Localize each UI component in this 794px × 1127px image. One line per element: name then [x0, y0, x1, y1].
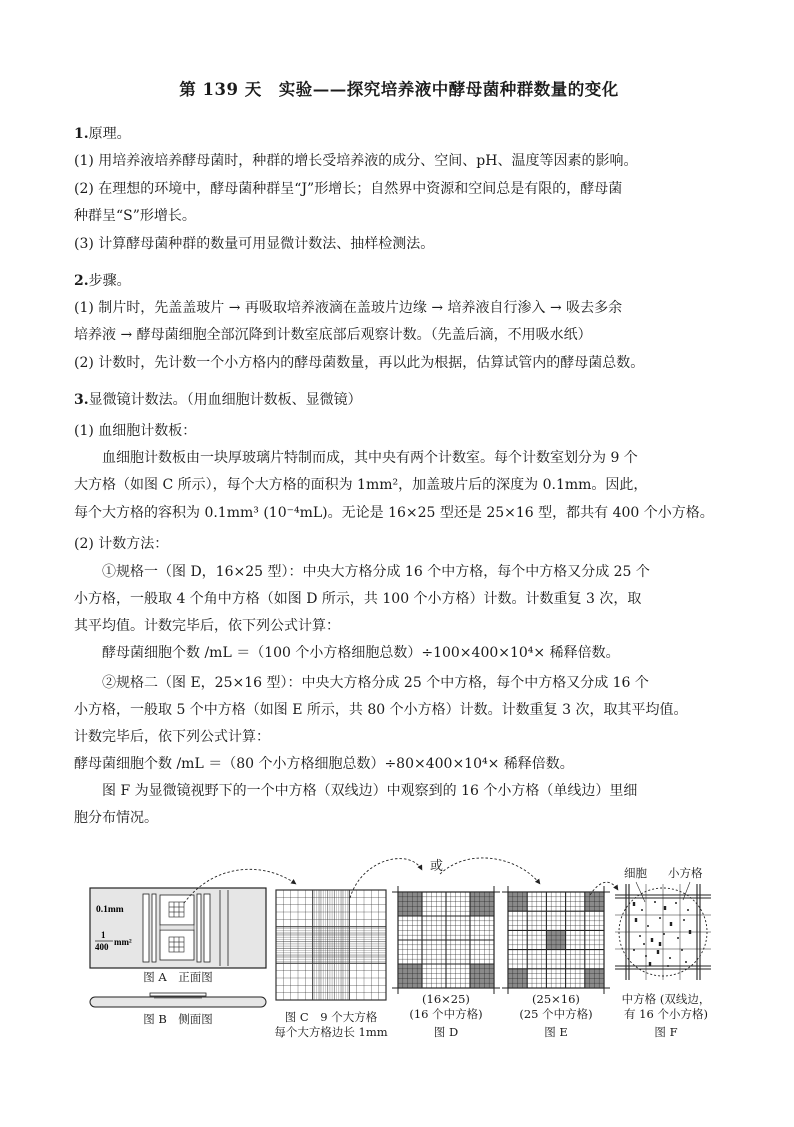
figure-b-caption: 图 B 侧面图 — [143, 1012, 213, 1026]
section-3-heading: 3.显微镜计数法。（用血细胞计数板、显微镜） — [74, 392, 362, 408]
figure-d-caption-1: (16×25) — [422, 992, 470, 1006]
section-1-p2a: (2) 在理想的环境中，酵母菌种群呈“J”形增长；自然界中资源和空间总是有限的，酵母菌 — [74, 181, 623, 197]
section-2-heading: 2.步骤。 — [74, 273, 131, 289]
figure-c-caption-2: 每个大方格边长 1mm — [274, 1025, 388, 1039]
figure-d-16x25-grid — [392, 886, 500, 994]
svg-text:0.1mm: 0.1mm — [96, 905, 124, 915]
figure-d-caption-2: (16 个中方格) — [409, 1007, 483, 1021]
figure-f-middle-square — [615, 882, 711, 980]
figure-strip — [0, 840, 794, 1123]
figure-f-caption-2: 有 16 个小方格) — [624, 1007, 708, 1021]
figure-d-caption-3: 图 D — [433, 1025, 459, 1039]
section-3-p1b: 大方格（如图 C 所示），每个大方格的面积为 1mm²，加盖玻片后的深度为 0.1mm。因此， — [74, 477, 648, 493]
svg-text:mm²: mm² — [114, 937, 132, 947]
section-3-p1a: 血细胞计数板由一块厚玻璃片特制而成，其中央有两个计数室。每个计数室划分为 9 个 — [102, 450, 638, 466]
section-1-heading: 1.原理。 — [74, 126, 131, 142]
rule-1-formula: 酵母菌细胞个数 /mL ＝（100 个小方格细胞总数）÷100×400×10⁴× 稀释倍数。 — [102, 645, 620, 661]
figure-a-front-view — [90, 888, 266, 968]
section-2-p2: (2) 计数时，先计数一个小方格内的酵母菌数量，再以此为根据，估算试管内的酵母菌总数。 — [74, 355, 645, 371]
section-1-p3: (3) 计算酵母菌种群的数量可用显微计数法、抽样检测法。 — [74, 236, 435, 252]
figure-a-caption: 图 A 正面图 — [143, 970, 213, 984]
figure-c-caption-1: 图 C 9 个大方格 — [284, 1010, 378, 1024]
rule-2-c: 计数完毕后，依下列公式计算： — [74, 729, 270, 745]
figure-e-25x16-grid — [502, 886, 610, 994]
or-label: 或 — [430, 859, 444, 874]
section-2-p1b: 培养液 → 酵母菌细胞全部沉降到计数室底部后观察计数。（先盖后滴，不用吸水纸） — [74, 327, 592, 343]
section-3-sub1: (1) 血细胞计数板： — [74, 423, 197, 439]
section-3-p1c: 每个大方格的容积为 0.1mm³ (10⁻⁴mL)。无论是 16×25 型还是 25×16 型，都共有 400 个小方格。 — [74, 505, 714, 521]
rule-1-c: 其平均值。计数完毕后，依下列公式计算： — [74, 618, 340, 634]
svg-text:1: 1 — [101, 930, 106, 940]
rule-1-a: ①规格一（图 D，16×25 型）：中央大方格分成 16 个中方格，每个中方格又分成 25 个 — [102, 564, 650, 580]
figure-f-note-2: 胞分布情况。 — [74, 810, 158, 826]
figure-f-caption-3: 图 F — [654, 1025, 678, 1039]
section-2-p1a: (1) 制片时，先盖盖玻片 → 再吸取培养液滴在盖玻片边缘 → 培养液自行渗入 → 吸去多余 — [74, 300, 623, 316]
figure-c-grid — [276, 890, 386, 1000]
rule-2-formula: 酵母菌细胞个数 /mL ＝（80 个小方格细胞总数）÷80×400×10⁴× 稀释倍数。 — [74, 756, 574, 772]
section-1-p1: (1) 用培养液培养酵母菌时，种群的增长受培养液的成分、空间、pH、温度等因素的影响。 — [74, 153, 638, 169]
page-title: 第 139 天 实验——探究培养液中酵母菌种群数量的变化 — [179, 80, 619, 99]
figure-f-label-cell: 细胞 — [624, 866, 647, 880]
figure-b-side-view — [90, 993, 266, 1007]
figure-e-caption-1: (25×16) — [532, 992, 580, 1006]
svg-text:400: 400 — [95, 942, 109, 952]
figure-f-caption-1: 中方格 (双线边， — [621, 992, 711, 1006]
section-1-p2b: 种群呈“S”形增长。 — [74, 208, 196, 224]
section-3-sub2: (2) 计数方法： — [74, 536, 169, 552]
rule-2-b: 小方格，一般取 5 个中方格（如图 E 所示，共 80 个小方格）计数。计数重复 3 次，取其平均值。 — [74, 702, 688, 718]
rule-2-a: ②规格二（图 E，25×16 型）：中央大方格分成 25 个中方格，每个中方格又分成 16 个 — [102, 675, 649, 691]
figure-e-caption-2: (25 个中方格) — [519, 1007, 593, 1021]
figure-f-label-small-square: 小方格 — [668, 866, 703, 880]
figure-e-caption-3: 图 E — [544, 1025, 568, 1039]
rule-1-b: 小方格，一般取 4 个角中方格（如图 D 所示，共 100 个小方格）计数。计数重复 3 次，取 — [74, 591, 642, 607]
figure-f-note-1: 图 F 为显微镜视野下的一个中方格（双线边）中观察到的 16 个小方格（单线边）里细 — [102, 783, 638, 799]
